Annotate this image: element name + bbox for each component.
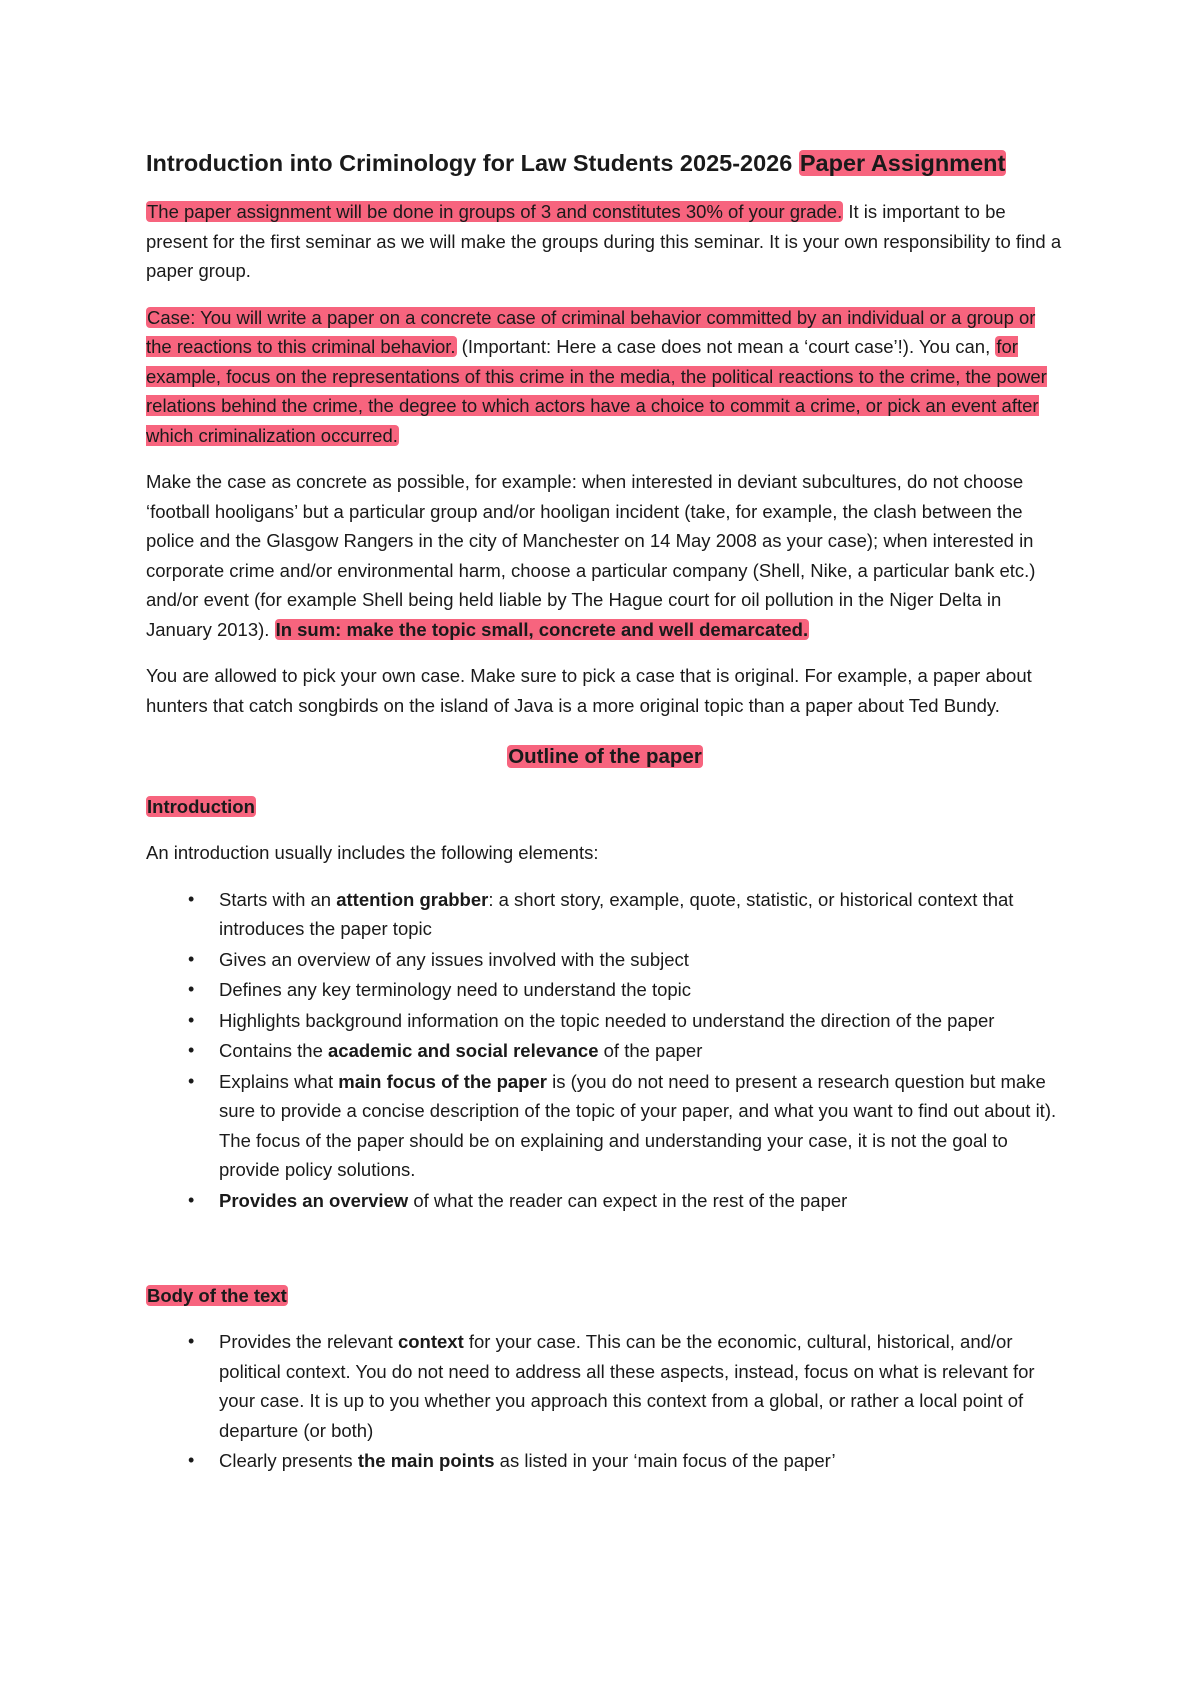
original-paragraph: You are allowed to pick your own case. Make sure to pick a case that is original. For example, a paper about hunters that catch songbirds on the island of Java is a more original topic than a paper about Ted Bundy.: [146, 665, 1032, 716]
case-highlight-1: Case: You will write a paper on a concrete case of criminal behavior committed by an individual or a group or the reactions to this criminal behavior.: [146, 306, 1036, 357]
section-gap: [146, 1229, 1064, 1281]
bullet-icon: •: [188, 888, 195, 909]
bullet-icon: •: [188, 1450, 195, 1470]
list-item: • Defines any key terminology need to understand the topic: [146, 975, 1064, 1005]
bullet-icon: •: [188, 948, 195, 969]
title-text: Introduction into Criminology for Law Students 2025-2026: [146, 150, 799, 176]
title-highlight: Paper Assignment: [799, 150, 1006, 176]
intro-highlight: The paper assignment will be done in groups of 3 and constitutes 30% of your grade.: [147, 201, 843, 222]
list-item: • Explains what main focus of the paper is (you do not need to present a research question but make sure to provide a concise description of the topic of your paper, and what you want to find out about it). The focus of the paper should be on explaining and understanding your case, it is not the goal to provide policy solutions.: [146, 1067, 1064, 1185]
list-item: • Gives an overview of any issues involved with the subject: [146, 945, 1064, 975]
concrete-paragraph: [146, 467, 1064, 644]
bullet-icon: •: [188, 1189, 195, 1210]
intro-rest: It is important to be present for the first seminar as we will make the groups during this seminar. It is your own responsibility to find a paper group.: [146, 201, 1062, 281]
list-item: • Contains the academic and social relevance of the paper: [146, 1036, 1064, 1066]
list-item: • Provides the relevant context for your case. This can be the economic, cultural, historical, and/or political context. You do not need to address all these aspects, instead, focus on what is relevant for your case. It is up to you whether you approach this context from a global, or rather a local point of departure (or both): [146, 1327, 1064, 1445]
introduction-list: [146, 885, 1064, 1216]
bullet-icon: •: [188, 1009, 195, 1030]
case-paragraph: [146, 303, 1064, 451]
bullet-icon: •: [188, 1070, 195, 1091]
list-item: • Highlights background information on the topic needed to understand the direction of the paper: [146, 1006, 1064, 1036]
bullet-icon: •: [188, 1040, 195, 1060]
list-item: • Starts with an attention grabber: a short story, example, quote, statistic, or historical context that introduces the paper topic: [146, 885, 1064, 944]
body-heading: Body of the text: [147, 1285, 287, 1306]
list-item: • Clearly presents the main points as listed in your ‘main focus of the paper’: [146, 1446, 1064, 1476]
list-item: • Provides an overview of what the reader can expect in the rest of the paper: [146, 1186, 1064, 1216]
introduction-heading: Introduction: [147, 796, 255, 817]
case-mid: (Important: Here a case does not mean a ‘court case’!). You can,: [456, 336, 996, 357]
outline-heading: Outline of the paper: [508, 745, 702, 768]
bullet-icon: •: [188, 979, 195, 999]
intro-paragraph: [146, 197, 1064, 286]
concrete-highlight: In sum: make the topic small, concrete and well demarcated.: [275, 618, 809, 640]
concrete-text: Make the case as concrete as possible, for example: when interested in deviant subcultures, do not choose ‘football hooligans’ but a particular group and/or hooligan incident (take, for example, the clash between the police and the Glasgow Rangers in the city of Manchester on 14 May 2008 as your case); when interested in corporate crime and/or environmental harm, choose a particular company (Shell, Nike, a particular bank etc.) and/or event (for example Shell being held liable by The Hague court for oil pollution in the Niger Delta in January 2013).: [146, 471, 1036, 640]
body-list: [146, 1327, 1064, 1476]
bullet-icon: •: [188, 1331, 195, 1351]
case-highlight-2: for example, focus on the representations of this crime in the media, the political reactions to the crime, the power relations behind the crime, the degree to which actors have a choice to commit a crime, or pick an event after which criminalization occurred.: [146, 336, 1047, 446]
introduction-lead: An introduction usually includes the following elements:: [146, 842, 599, 863]
document-title: [146, 147, 1064, 179]
